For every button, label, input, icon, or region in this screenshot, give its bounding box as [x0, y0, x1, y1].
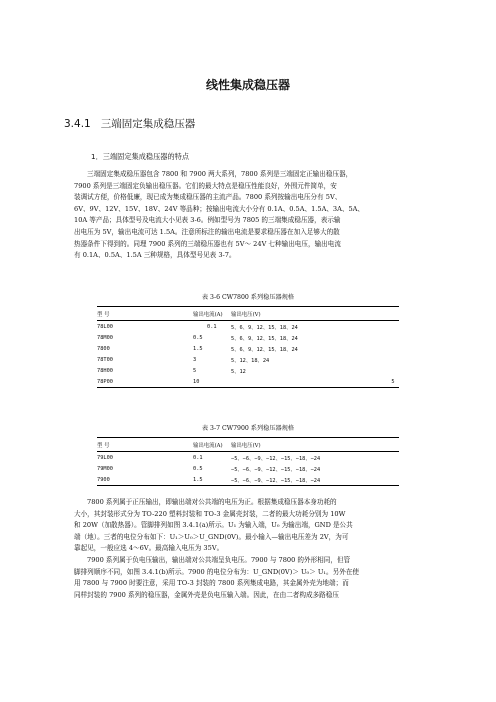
text-line: 用 7800 与 7900 时要注意，采用 TO-3 封装的 7800 系列集成电路，其金属外壳为地端；而	[74, 579, 349, 588]
cell-model: 79M00	[97, 465, 113, 472]
header-model: 型 号	[97, 311, 110, 318]
cell-current: 1.5	[193, 476, 203, 483]
table-row	[97, 332, 399, 343]
table-caption: 表 3-7 CW7900 系列稳压器规格	[201, 425, 295, 432]
cell-voltage: 5、12、18、24	[231, 357, 270, 364]
text-line: 热器条件下得到的。同理 7900 系列的三端稳压器也有 5V～ 24V 七种输出电压，输出电流	[74, 239, 341, 248]
header-current: 输出电流(A)	[193, 442, 223, 449]
text-line: 有 0.1A、0.5A、1.5A 三种规格，具体型号见表 3-7。	[74, 251, 236, 260]
text-line: 靠起见，一般应选 4～6V。最高输入电压为 35V。	[74, 544, 224, 553]
cell-voltage-extra: 5	[391, 378, 395, 385]
header-voltage: 输出电压(V)	[231, 442, 261, 449]
cell-voltage: −5、−6、−9、−12、−15、−18、−24	[231, 477, 321, 484]
table-header-row	[97, 307, 399, 321]
header-model: 型 号	[97, 442, 110, 449]
text-line: 和 20W（加散热器）。管脚排列如图 3.4.1(a)所示。U₁ 为输入端，U₀ 为输出端，GND 是公共	[74, 521, 353, 530]
header-voltage: 输出电压(V)	[231, 311, 261, 318]
cell-voltage-extra	[391, 332, 399, 343]
subsection-heading: 1．三端固定集成稳压器的特点	[91, 152, 190, 161]
section-heading	[64, 116, 195, 131]
table-row	[97, 376, 399, 388]
text-line: 出电压为 5V，输出电流可达 1.5A。注意所标注的输出电流是要求稳压器在加入足够大的散	[74, 227, 340, 236]
table-row	[97, 463, 399, 474]
cell-voltage: 5、6、9、12、15、18、24	[231, 346, 298, 353]
cell-current: 0.5	[193, 465, 203, 472]
cell-current: 10	[193, 378, 200, 385]
cell-voltage: −5、−6、−9、−12、−15、−18、−24	[231, 466, 321, 473]
cell-model: 7800	[97, 345, 110, 352]
paragraph-7800-series	[74, 497, 424, 555]
text-line: 7900 系列是三端固定负输出稳压器。它们的最大特点是稳压性能良好，外围元件简单，安	[74, 181, 337, 190]
cell-voltage: 5、12	[231, 368, 246, 375]
text-line: 大小，其封装形式分为 TO-220 塑料封装和 TO-3 金属壳封装，二者的最大功耗分别为 10W	[74, 509, 346, 518]
cell-voltage	[231, 376, 391, 388]
text-line: 装调试方便，价格低廉，现已成为集成稳压器的主流产品。7800 系列按输出电压分有 5V、	[74, 193, 342, 202]
cell-model: 78H00	[97, 367, 113, 374]
table-header-row	[97, 438, 399, 452]
table-row	[97, 321, 399, 333]
cell-model: 78L00	[97, 323, 113, 330]
cell-current: 1.5	[193, 345, 203, 352]
cell-voltage-extra	[391, 354, 399, 365]
table-row	[97, 343, 399, 354]
section-title: 三端固定集成稳压器	[100, 118, 196, 130]
cell-model: 78P00	[97, 378, 113, 385]
cell-model: 78T00	[97, 356, 113, 363]
cell-voltage: −5、−6、−9、−12、−15、−18、−24	[231, 455, 321, 462]
text-line: 脚排列顺序不同，如图 3.4.1(b)所示。7900 的电位分布为：U_GND(0V)＞ U₀＞ U₁。另外在使	[74, 567, 360, 576]
text-line: 7800 系列属于正压输出，即输出端对公共端的电压为正。根据集成稳压器本身功耗的	[87, 498, 337, 506]
text-line: 端（地）。三者的电位分布如下：U₁＞U₀＞U_GND(0V)。最小输入—输出电压差为 2V，为可	[74, 532, 349, 541]
cell-current: 0.5	[193, 334, 203, 341]
table-row	[97, 452, 399, 464]
spec-table-7900	[97, 437, 399, 486]
cell-voltage-extra	[391, 365, 399, 376]
cell-current: 5	[193, 367, 197, 374]
cell-voltage: 5、6、9、12、15、18、24	[231, 335, 298, 342]
cell-voltage-extra	[391, 321, 399, 333]
section-number: 3.4.1	[64, 118, 91, 130]
table-row	[97, 354, 399, 365]
text-line: 7900 系列属于负电压输出，输出端对公共端呈负电压。7900 与 7800 的外形相同，但管	[87, 556, 351, 564]
text-line: 10A 等产品；具体型号及电流大小见表 3-6。例如型号为 7805 的三端集成稳压器，表示输	[74, 216, 341, 225]
header-current: 输出电流(A)	[193, 311, 223, 318]
text-line: 三端固定集成稳压器包含 7800 和 7900 两大系列，7800 系列是三端固定正输出稳压器，	[87, 170, 353, 178]
page-title: 线性集成稳压器	[205, 78, 290, 92]
text-line: 6V、9V、12V、15V、18V、24V 等品种；按输出电流大小分有 0.1A、0.5A、1.5A、3A、5A、	[74, 204, 365, 213]
cell-current: 0.1	[207, 323, 217, 330]
table-row	[97, 474, 399, 486]
text-line: 同样封装的 7900 系列的稳压器，金属外壳是负电压输入端。因此，在由二者构成多路稳压	[74, 590, 339, 599]
paragraph-7900-series	[74, 555, 424, 601]
cell-voltage: 5、6、9、12、15、18、24	[231, 324, 298, 331]
spec-table-7800	[97, 306, 399, 388]
cell-current: 0.1	[193, 454, 203, 461]
cell-model: 79L00	[97, 454, 113, 461]
table-row	[97, 365, 399, 376]
cell-voltage-extra	[391, 343, 399, 354]
cell-model: 7900	[97, 476, 110, 483]
cell-model: 78M00	[97, 334, 113, 341]
table-caption: 表 3-6 CW7800 系列稳压器规格	[201, 294, 295, 301]
paragraph-features	[74, 169, 424, 262]
cell-current: 3	[193, 356, 197, 363]
